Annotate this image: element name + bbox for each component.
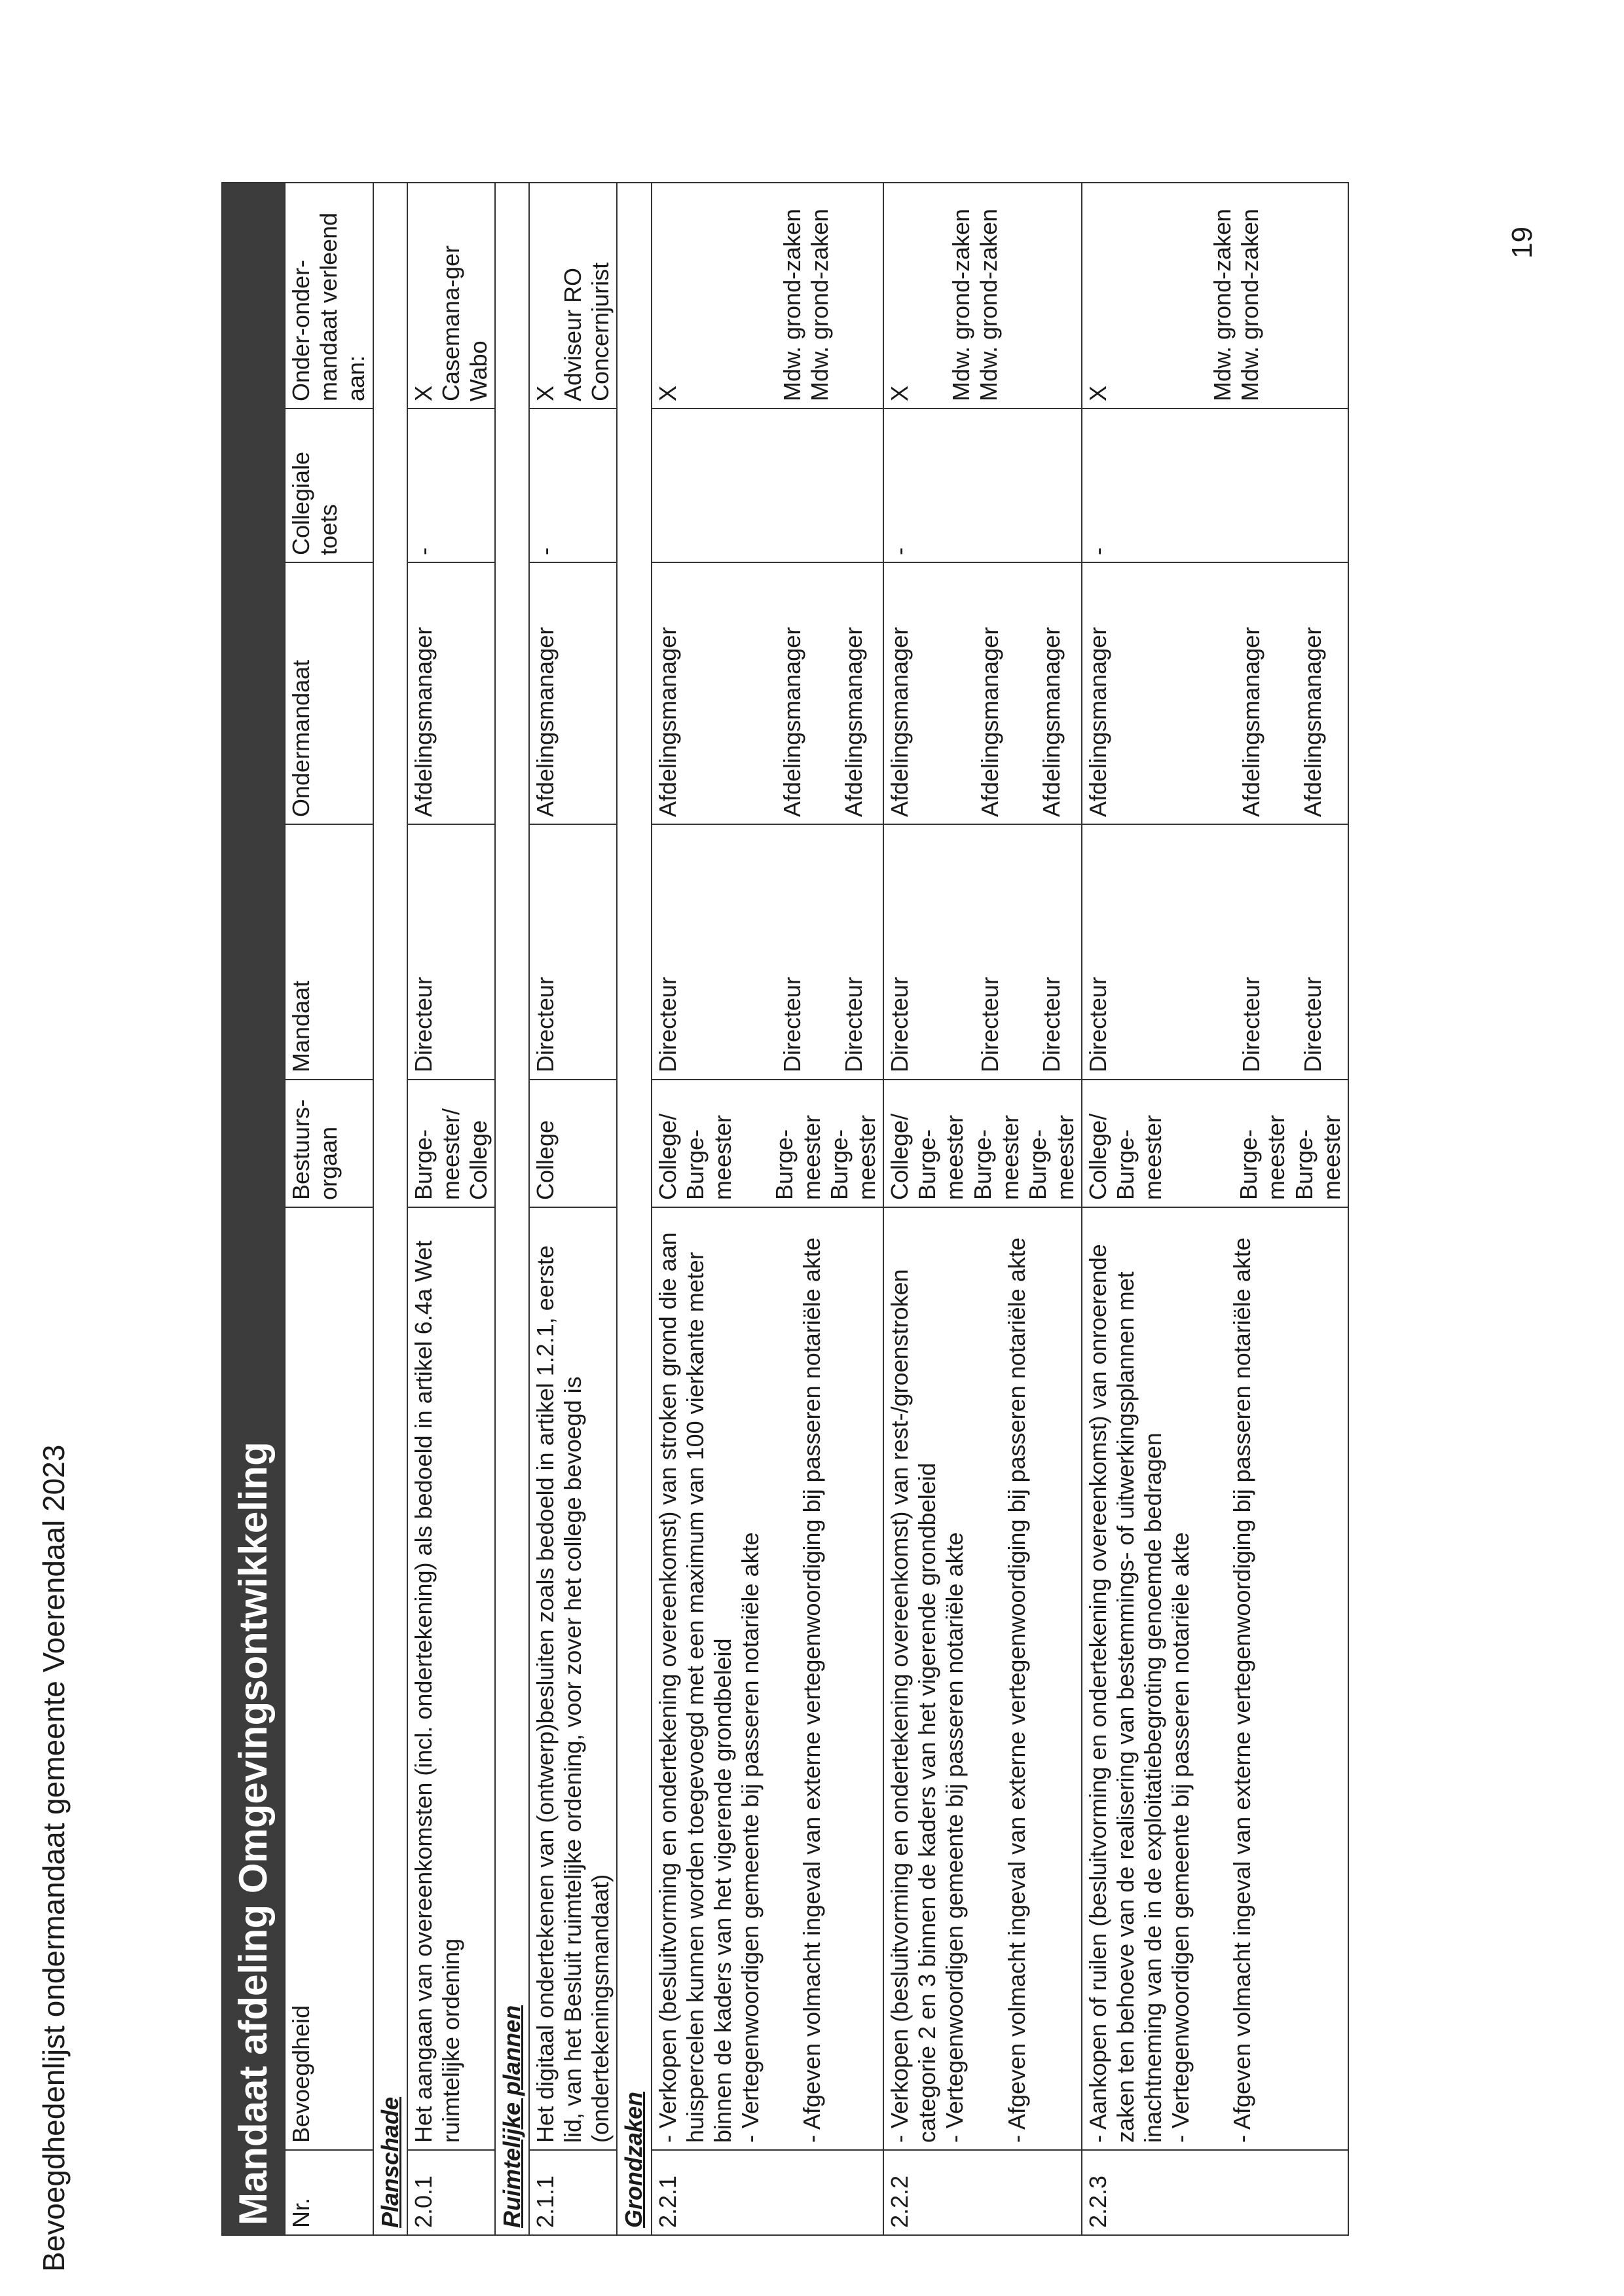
ondermandaat-part: Afdelingsmanager — [1299, 627, 1327, 817]
mandaat-part: Directeur — [1238, 976, 1265, 1072]
section-row — [373, 183, 407, 2235]
row-number: 2.2.1 — [652, 2150, 884, 2235]
oom-mark: X — [654, 385, 681, 401]
oom-role: Mdw. grond-zaken — [975, 208, 1003, 401]
bestuursorgaan-part: College/ Burge-meester — [654, 1113, 736, 1200]
bestuursorgaan-part: Burge-meester — [1024, 1114, 1079, 1200]
oom-role: Mdw. grond-zaken — [805, 208, 833, 401]
row-bestuursorgaan — [652, 1080, 884, 1207]
page-number: 19 — [1506, 227, 1538, 259]
row-bevoegdheid — [1082, 1207, 1348, 2150]
row-bestuursorgaan — [883, 1080, 1082, 1207]
row-number: 2.2.2 — [883, 2150, 1082, 2235]
section-row — [495, 183, 529, 2235]
row-bestuursorgaan: College — [529, 1080, 617, 1207]
bestuursorgaan-part: College/ Burge-meester — [886, 1113, 969, 1200]
ondermandaat-part: Afdelingsmanager — [976, 627, 1004, 817]
row-mandaat: Directeur — [529, 824, 617, 1080]
mandate-table — [221, 182, 1349, 2236]
oom-role: Mdw. grond-zaken — [1209, 208, 1236, 401]
bestuursorgaan-part: Burge-meester — [770, 1114, 825, 1200]
section-ruimtelijke-plannen: Ruimtelijke plannen — [495, 183, 529, 2235]
bevoegdheid-part: - Afgeven volmacht ingeval van externe vertegenwoordiging bij passeren notariële akte — [1228, 1237, 1256, 2143]
rotated-table-wrapper — [221, 183, 1384, 2236]
ondermandaat-part: Afdelingsmanager — [886, 627, 913, 817]
row-mandaat — [1082, 824, 1348, 1080]
bevoegdheid-part: - Aankopen of ruilen (besluitvorming en ondertekening overeenkomst) van onroerende zaken ten behoeve van de realisering van bestemmings- of uitwerkingsplannen met inachtneming van de in de exploitatiebegroting genoemde bedragen — [1084, 1244, 1167, 2143]
row-collegiale-toets — [652, 409, 884, 562]
row-collegiale-toets: - — [529, 409, 617, 562]
oom-role: Mdw. grond-zaken — [948, 208, 975, 401]
header-nr: Nr. — [285, 2150, 373, 2235]
bestuursorgaan-part: Burge-meester — [969, 1114, 1024, 1200]
header-onderondermandaat: Onder-onder-mandaat verleend aan: — [285, 183, 373, 409]
row-ondermandaat: Afdelingsmanager — [529, 562, 617, 824]
oom-role: Adviseur RO — [559, 267, 587, 401]
section-grondzaken: Grondzaken — [617, 183, 651, 2235]
mandaat-part: Directeur — [976, 976, 1004, 1072]
bevoegdheid-part: - Vertegenwoordigen gemeente bij passeren notariële akte — [941, 1532, 969, 2143]
mandaat-part: Directeur — [840, 976, 867, 1072]
header-ondermandaat: Ondermandaat — [285, 562, 373, 824]
oom-mark: X — [409, 385, 437, 401]
row-bestuursorgaan — [1082, 1080, 1348, 1207]
row-mandaat — [883, 824, 1082, 1080]
bevoegdheid-part: - Verkopen (besluitvorming en ondertekening overeenkomst) van stroken grond die aan huispercelen kunnen worden toegevoegd met een maximum van 100 vierkante meter binnen de kaders van het vigerende grondbeleid — [654, 1232, 736, 2143]
header-bestuursorgaan: Bestuurs-orgaan — [285, 1080, 373, 1207]
table-row — [883, 183, 1082, 2235]
mandaat-part: Directeur — [1038, 976, 1065, 1072]
row-bestuursorgaan: Burge-meester/ College — [407, 1080, 495, 1207]
table-row — [1082, 183, 1348, 2235]
title-row — [222, 183, 285, 2235]
table-row — [529, 183, 617, 2235]
ondermandaat-part: Afdelingsmanager — [840, 627, 867, 817]
row-number: 2.0.1 — [407, 2150, 495, 2235]
oom-mark: X — [886, 385, 913, 401]
header-collegiale-toets: Collegiale toets — [285, 409, 373, 562]
ondermandaat-part: Afdelingsmanager — [1038, 627, 1065, 817]
document-header: Bevoegdhedenlijst ondermandaat gemeente Voerendaal 2023 — [37, 1444, 71, 2272]
row-bevoegdheid: Het aangaan van overeenkomsten (incl. ondertekening) als bedoeld in artikel 6.4a Wet ruimtelijke ordening — [407, 1207, 495, 2150]
table-row — [652, 183, 884, 2235]
ondermandaat-part: Afdelingsmanager — [1084, 627, 1112, 817]
mandaat-part: Directeur — [1299, 976, 1327, 1072]
oom-role: Mdw. grond-zaken — [1236, 208, 1264, 401]
row-mandaat — [652, 824, 884, 1080]
bevoegdheid-part: - Vertegenwoordigen gemeente bij passeren notariële akte — [1167, 1532, 1194, 2143]
row-onderondermandaat — [407, 183, 495, 409]
oom-role: Concernjurist — [587, 262, 614, 401]
bevoegdheid-part: - Afgeven volmacht ingeval van externe vertegenwoordiging bij passeren notariële akte — [1003, 1237, 1030, 2143]
bevoegdheid-part: - Vertegenwoordigen gemeente bij passeren notariële akte — [736, 1532, 764, 2143]
section-planschade: Planschade — [373, 183, 407, 2235]
row-ondermandaat — [1082, 562, 1348, 824]
bestuursorgaan-part: Burge-meester — [826, 1114, 881, 1200]
row-collegiale-toets: - — [407, 409, 495, 562]
header-mandaat: Mandaat — [285, 824, 373, 1080]
row-onderondermandaat — [883, 183, 1082, 409]
mandaat-part: Directeur — [1084, 976, 1112, 1072]
bevoegdheid-part: - Afgeven volmacht ingeval van externe vertegenwoordiging bij passeren notariële akte — [798, 1237, 825, 2143]
oom-role: Mdw. grond-zaken — [778, 208, 805, 401]
row-bevoegdheid — [652, 1207, 884, 2150]
mandaat-part: Directeur — [778, 976, 805, 1072]
ondermandaat-part: Afdelingsmanager — [778, 627, 805, 817]
ondermandaat-part: Afdelingsmanager — [1238, 627, 1265, 817]
header-row — [285, 183, 373, 2235]
row-ondermandaat: Afdelingsmanager — [407, 562, 495, 824]
row-onderondermandaat — [652, 183, 884, 409]
bestuursorgaan-part: College/ Burge-meester — [1084, 1113, 1167, 1200]
table-row — [407, 183, 495, 2235]
oom-role: Casemana-ger Wabo — [437, 245, 492, 401]
row-bevoegdheid: Het digitaal ondertekenen van (ontwerp)besluiten zoals bedoeld in artikel 1.2.1, eerste lid, van het Besluit ruimtelijke ordening, voor zover het college bevoegd is (ondertekeningsmandaat) — [529, 1207, 617, 2150]
row-collegiale-toets: - — [883, 409, 1082, 562]
header-bevoegdheid: Bevoegdheid — [285, 1207, 373, 2150]
row-onderondermandaat — [529, 183, 617, 409]
oom-mark: X — [532, 385, 559, 401]
row-onderondermandaat — [1082, 183, 1348, 409]
section-row — [617, 183, 651, 2235]
row-bevoegdheid — [883, 1207, 1082, 2150]
table-title: Mandaat afdeling Omgevingsontwikkeling — [222, 183, 285, 2235]
ondermandaat-part: Afdelingsmanager — [654, 627, 681, 817]
mandaat-part: Directeur — [886, 976, 913, 1072]
oom-mark: X — [1084, 385, 1112, 401]
bestuursorgaan-part: Burge-meester — [1235, 1114, 1290, 1200]
row-number: 2.1.1 — [529, 2150, 617, 2235]
mandaat-part: Directeur — [654, 976, 681, 1072]
row-mandaat: Directeur — [407, 824, 495, 1080]
row-number: 2.2.3 — [1082, 2150, 1348, 2235]
bestuursorgaan-part: Burge-meester — [1290, 1114, 1345, 1200]
row-ondermandaat — [883, 562, 1082, 824]
row-collegiale-toets: - — [1082, 409, 1348, 562]
bevoegdheid-part: - Verkopen (besluitvorming en ondertekening overeenkomst) van rest-/groenstroken categorie 2 en 3 binnen de kaders van het vigerende grondbeleid — [886, 1269, 941, 2143]
row-ondermandaat — [652, 562, 884, 824]
